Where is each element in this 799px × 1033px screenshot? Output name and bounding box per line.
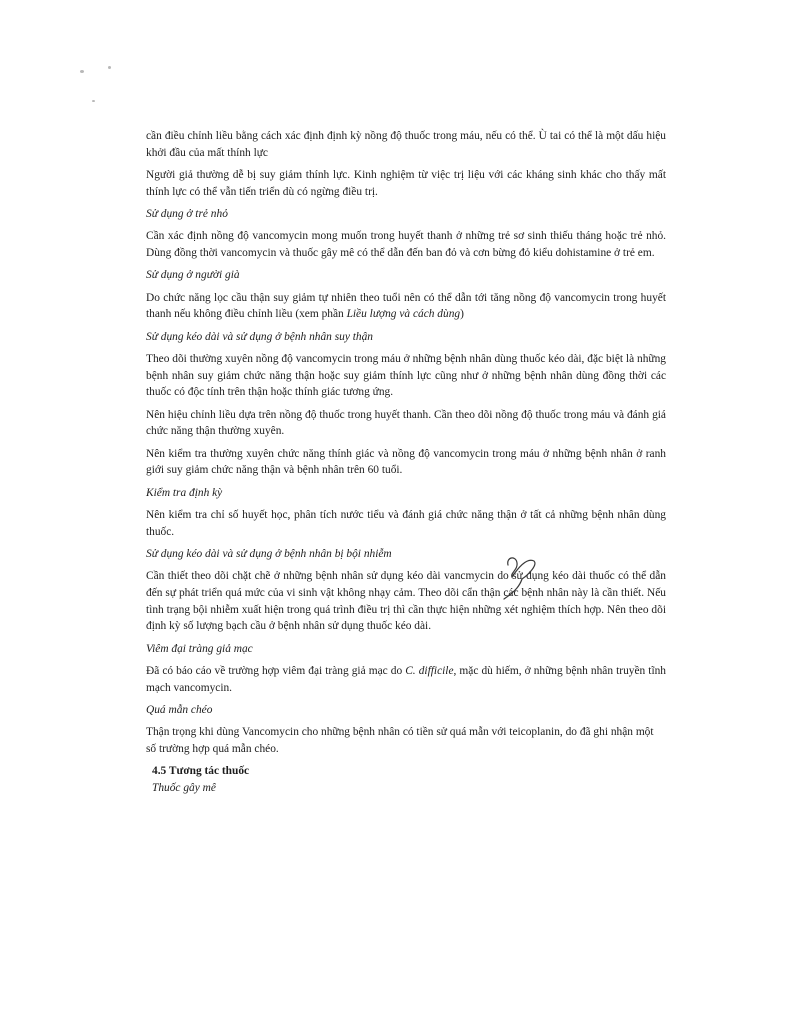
text-run: Đã có báo cáo về trường hợp viêm đại tràng giả mạc do	[146, 664, 406, 677]
section-heading: Sử dụng kéo dài và sử dụng ở bệnh nhân bị bội nhiễm	[146, 548, 392, 561]
paragraph: Theo dõi thường xuyên nồng độ vancomycin trong máu ở những bệnh nhân dùng thuốc kéo dài, đặc biệt là những bệnh nhân suy giảm chức năng thận hoặc suy giảm thính lực cũng như ở những bệnh nhân dùng đồng thời các thuốc có độc tính trên thận hoặc thính giác tương ứng.	[146, 353, 666, 399]
section-heading: Kiểm tra định kỳ	[146, 486, 223, 499]
paragraph: Nên hiệu chỉnh liều dựa trên nồng độ thuốc trong huyết thanh. Cần theo dõi nồng độ thuốc trong máu và đánh giá chức năng thận thường xuyên.	[146, 408, 666, 438]
scan-smudge	[80, 70, 84, 73]
italic-reference: Liều lượng và cách dùng	[346, 308, 461, 321]
section-title: 4.5 Tương tác thuốc	[152, 765, 250, 778]
text-run: , mặc dù hiếm, ở những bệnh nhân truyền tĩnh mạch vancomycin.	[146, 664, 667, 694]
paragraph: cần điều chỉnh liều bằng cách xác định định kỳ nồng độ thuốc trong máu, nếu có thể. Ù tai có thể là một dấu hiệu khởi đầu của mất thính lực	[146, 130, 666, 159]
scan-smudge	[92, 100, 95, 102]
paragraph	[146, 663, 666, 696]
paragraph: Cần xác định nồng độ vancomycin mong muốn trong huyết thanh ở những trẻ sơ sinh thiếu tháng hoặc trẻ nhỏ. Dùng đồng thời vancomycin và thuốc gây mê có thể dẫn đến ban đỏ và cơn bừng đỏ kiểu dohistamine ở trẻ em.	[146, 230, 666, 259]
paragraph: Cần thiết theo dõi chặt chẽ ở những bệnh nhân sử dụng kéo dài vancmycin do sử dụng kéo dài thuốc có thể dẫn đến sự phát triển quá mức của vi sinh vật không nhạy cảm. Theo dõi cẩn thận các bệnh nhân này là cần thiết. Nếu tình trạng bội nhiễm xuất hiện trong quá trình điều trị thì cần thực hiện những xét nghiệm thích hợp. Nên theo dõi định kỳ số lượng bạch cầu ở bệnh nhân sử dụng thuốc kéo dài.	[146, 570, 666, 633]
section-heading: Viêm đại tràng giả mạc	[146, 642, 253, 655]
paragraph: Thận trọng khi dùng Vancomycin cho những bệnh nhân có tiền sử quá mẫn với teicoplanin, do đã ghi nhận một số trường hợp quá mẫn chéo.	[146, 726, 654, 755]
subsection-heading: Thuốc gây mê	[152, 781, 216, 794]
section-heading: Sử dụng kéo dài và sử dụng ở bệnh nhân suy thận	[146, 330, 373, 343]
section-heading: Sử dụng ở người già	[146, 269, 240, 282]
section-heading: Sử dụng ở trẻ nhỏ	[146, 207, 228, 220]
handwritten-mark-icon	[500, 555, 540, 601]
text-run: Do chức năng lọc cầu thận suy giảm tự nhiên theo tuổi nên có thể dẫn tới tăng nồng độ vancomycin trong huyết thanh nếu không điều chỉnh liều (xem phần	[146, 291, 666, 321]
paragraph	[146, 290, 666, 323]
document-body	[146, 128, 666, 797]
italic-reference: C. difficile	[405, 664, 454, 677]
scan-smudge	[108, 66, 111, 69]
section-heading: Quá mẫn chéo	[146, 703, 213, 716]
text-run: )	[460, 308, 464, 321]
paragraph: Người giả thường dễ bị suy giảm thính lực. Kinh nghiệm từ việc trị liệu với các kháng sinh khác cho thấy mất thính lực có thể vẫn tiến triển dù có ngừng điều trị.	[146, 168, 666, 198]
paragraph: Nên kiểm tra thường xuyên chức năng thính giác và nồng độ vancomycin trong máu ở những bệnh nhân ở ranh giới suy giảm chức năng thận và bệnh nhân trên 60 tuổi.	[146, 447, 666, 477]
paragraph: Nên kiểm tra chỉ số huyết học, phân tích nước tiểu và đánh giá chức năng thận ở tất cả những bệnh nhân dùng thuốc.	[146, 509, 666, 538]
